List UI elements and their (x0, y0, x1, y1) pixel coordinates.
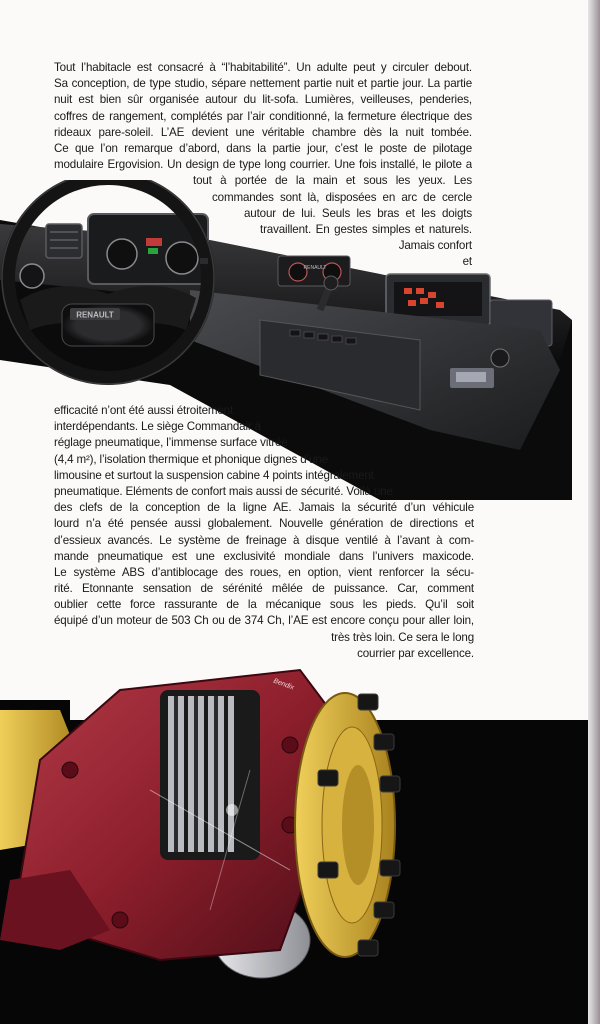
text-line: modulaire Ergovision. Un design de type long courrier. Une fois installé, le pilote a (54, 158, 472, 172)
paragraph-bottom (54, 403, 474, 662)
text-line: lourd n’a été pensée aussi globalement. Nouvelle génération de directions et (54, 517, 474, 531)
text-line: autour de lui. Seuls les bras et les doigts (244, 206, 472, 220)
text-line: (4,4 m²), l’isolation thermique et phonique dignes d’une (54, 452, 328, 466)
text-line: très très loin. Ce sera le long (331, 630, 474, 644)
page-edge (588, 0, 600, 1024)
text-line: pneumatique. Eléments de confort mais aussi de sécurité. Voilà une (54, 484, 393, 498)
text-line: Ce que l’on remarque d’abord, dans la partie jour, c’est le poste de pilotage (54, 141, 472, 155)
text-line: interdépendants. Le siège Commandair à (54, 420, 261, 434)
text-line: commandes sont là, disposées en arc de cercle (212, 190, 472, 204)
steering-wheel-badge: RENAULT (76, 310, 114, 320)
caliper-badge: Bendix (272, 677, 295, 692)
text-line: Le système ABS d’antiblocage des roues, en option, vient renforcer la sécu- (54, 565, 474, 579)
brake-assembly-photo (0, 650, 588, 1024)
text-line: oublier cette force rassurante de la mécanique sous les pieds. Qu’il soit (54, 598, 474, 612)
panel-badge: RENAULT (303, 265, 327, 271)
text-line: Jamais confort (398, 239, 472, 253)
text-line: équipé d’un moteur de 503 Ch ou de 374 Ch, l’AE est encore conçu pour aller loin, (54, 614, 474, 628)
text-line: Sa conception, de type studio, sépare nettement partie nuit et partie jour. La partie (54, 77, 472, 91)
text-line: travaillent. En gestes simples et naturels. (260, 222, 472, 236)
text-line: Tout l’habitacle est consacré à “l’habitabilité”. Un adulte peut y circuler debout. (54, 61, 472, 74)
text-line: et (462, 255, 472, 269)
text-line: limousine et surtout la suspension cabine 4 points intégralement (54, 468, 374, 482)
text-line: réglage pneumatique, l’immense surface vitrée (54, 436, 288, 450)
gauge-icon (166, 242, 198, 274)
text-line: nuit est bien sûr organisée autour du lit-sofa. Lumières, veilleuses, penderies, (54, 93, 472, 107)
text-line: d’essieux avancés. Le système de freinage à disque ventilé à l’avant à com- (54, 533, 474, 547)
text-line: efficacité n’ont été aussi étroitement (54, 404, 234, 417)
text-line: tout à portée de la main et sous les yeux. Les (193, 174, 472, 188)
gauge-icon (107, 239, 137, 269)
text-line: mande pneumatique est une exclusivité mondiale dans l’univers maxicode. (54, 549, 474, 563)
text-line: des clefs de la conception de la ligne AE. Jamais la sécurité d’un véhicule (54, 501, 474, 515)
text-line: courrier par excellence. (357, 646, 474, 660)
text-line: coffres de rangement, complétés par l’air conditionné, la fermeture électrique des (54, 109, 472, 123)
text-line: rité. Etonnante sensation de sérénité mêlée de puissance. Car, comment (54, 582, 474, 596)
text-line: rideaux pare-soleil. L’AE devient une véritable chambre dès la nuit tombée. (54, 125, 472, 139)
